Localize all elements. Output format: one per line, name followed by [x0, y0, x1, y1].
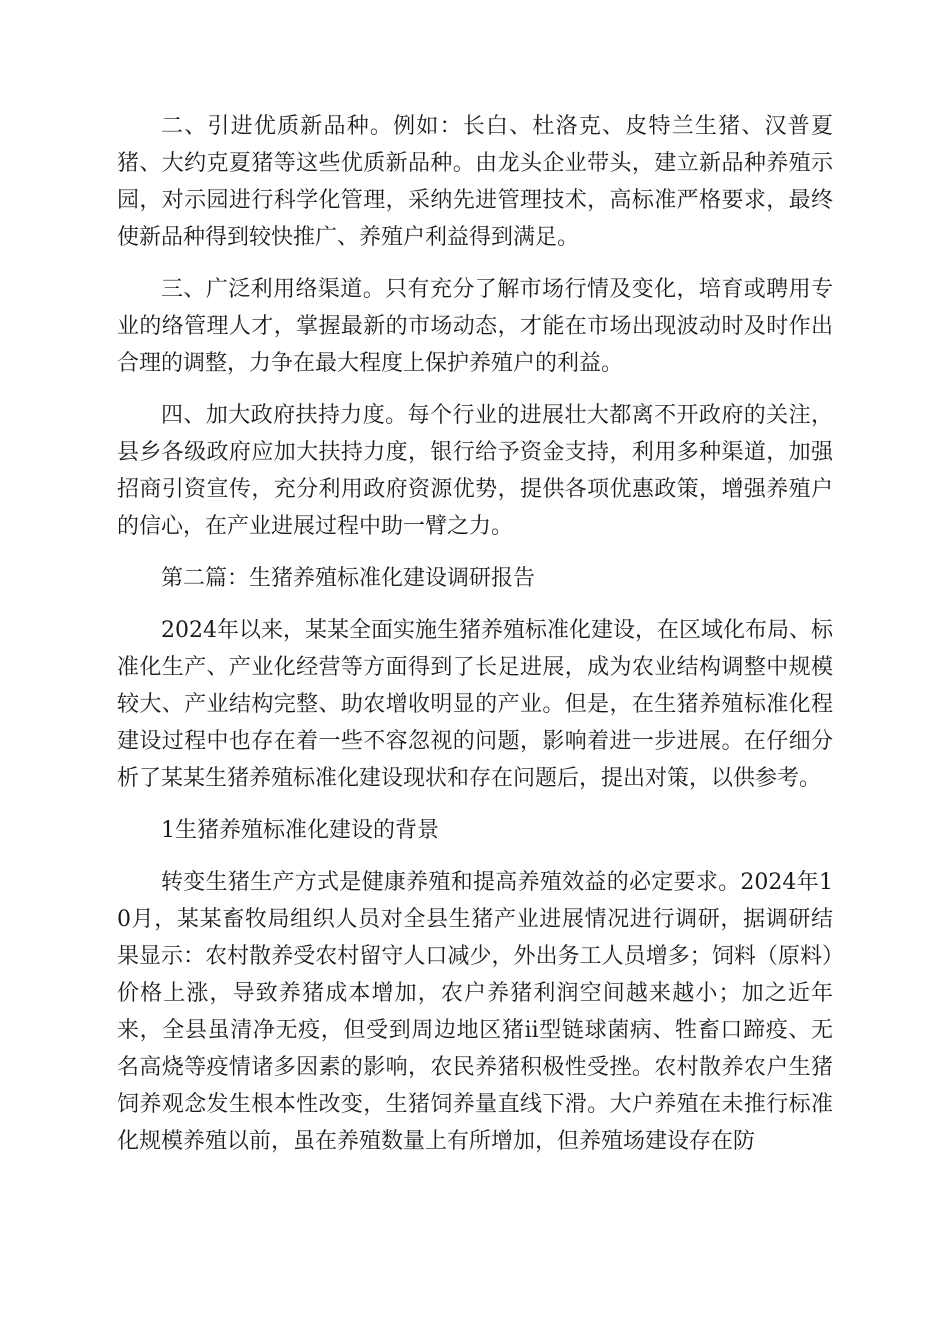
document-page [117, 108, 833, 1175]
subsection-title: 1生猪养殖标准化建设的背景 [161, 818, 439, 843]
section-title: 第二篇：生猪养殖标准化建设调研报告 [161, 566, 536, 591]
paragraph-use-channels: 三、广泛利用络渠道。只有充分了解市场行情及变化，培育或聘用专业的络管理人才，掌握最新的市场动态，才能在市场出现波动时及时作出合理的调整，力争在最大程度上保护养殖户的利益。 [117, 277, 833, 376]
paragraph-introduce-breeds: 二、引进优质新品种。例如：长白、杜洛克、皮特兰生猪、汉普夏猪、大约克夏猪等这些优质新品种。由龙头企业带头，建立新品种养殖示园，对示园进行科学化管理，采纳先进管理技术，高标准严格要求，最终使新品种得到较快推广、养殖户利益得到满足。 [117, 114, 833, 250]
paragraph-background: 转变生猪生产方式是健康养殖和提高养殖效益的必定要求。2024年10月，某某畜牧局组织人员对全县生猪产业进展情况进行调研，据调研结果显示：农村散养受农村留守人口减少，外出务工人员增多；饲料（原料）价格上涨，导致养猪成本增加，农户养猪利润空间越来越小；加之近年来，全县虽清净无疫，但受到周边地区猪ii型链球菌病、牲畜口蹄疫、无名高烧等疫情诸多因素的影响，农民养猪积极性受挫。农村散养农户生猪饲养观念发生根本性改变，生猪饲养量直线下滑。大户养殖在未推行标准化规模养殖以前，虽在养殖数量上有所增加，但养殖场建设存在防 [117, 870, 833, 1154]
paragraph-government-support: 四、加大政府扶持力度。每个行业的进展壮大都离不开政府的关注，县乡各级政府应加大扶持力度，银行给予资金支持，利用多种渠道，加强招商引资宣传，充分利用政府资源优势，提供各项优惠政策，增强养殖户的信心，在产业进展过程中助一臂之力。 [117, 403, 833, 539]
paragraph-report-intro: 2024年以来，某某全面实施生猪养殖标准化建设，在区域化布局、标准化生产、产业化经营等方面得到了长足进展，成为农业结构调整中规模较大、产业结构完整、助农增收明显的产业。但是，在生猪养殖标准化程建设过程中也存在着一些不容忽视的问题，影响着进一步进展。在仔细分析了某某生猪养殖标准化建设现状和存在问题后，提出对策，以供参考。 [117, 618, 833, 791]
